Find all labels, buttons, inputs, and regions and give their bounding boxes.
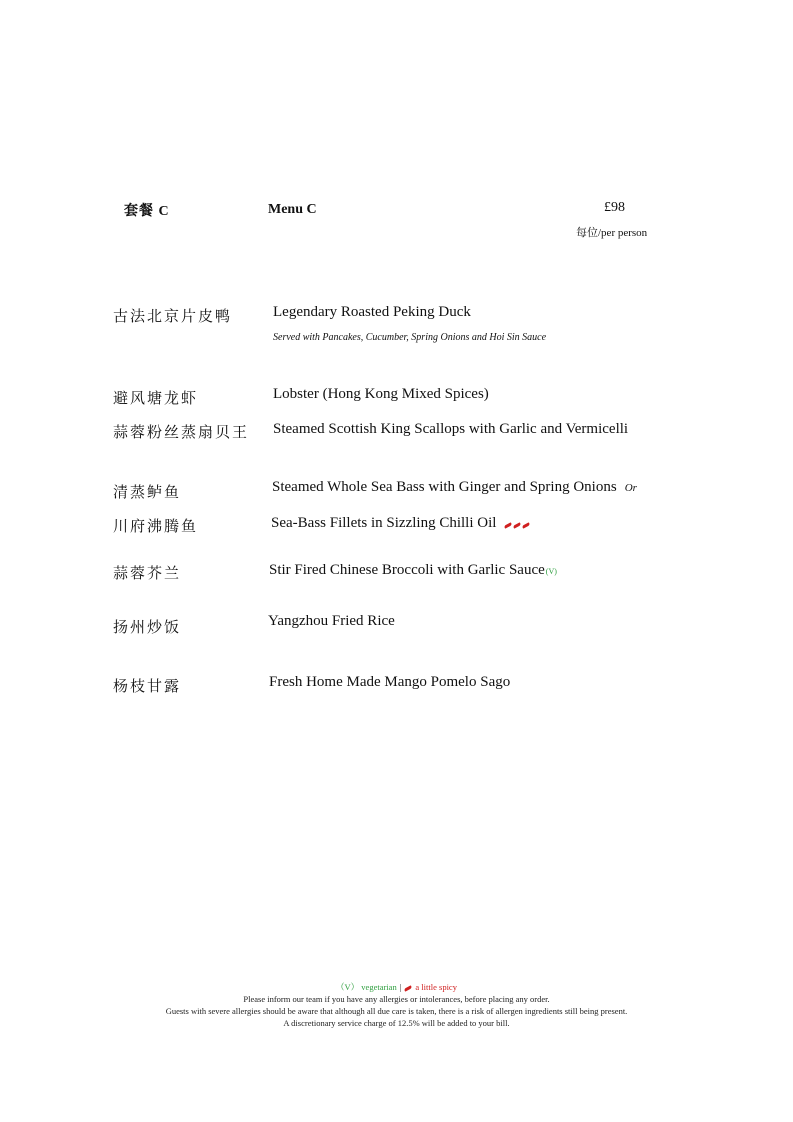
price-per-person-label: 每位/per person — [576, 227, 648, 239]
dish-row-broccoli — [269, 561, 557, 579]
chilli-icon — [504, 523, 512, 529]
dish-en-broccoli: Stir Fired Chinese Broccoli with Garlic Sauce — [269, 562, 545, 578]
legend-vegetarian: （V） vegetarian — [336, 982, 397, 992]
dish-en-fried-rice: Yangzhou Fried Rice — [268, 613, 395, 629]
dish-cn-sea-bass: 清蒸鲈鱼 — [113, 485, 182, 501]
dish-en-sizzling-fish: Sea-Bass Fillets in Sizzling Chilli Oil — [271, 515, 497, 531]
chilli-icon — [522, 523, 530, 529]
legend-spicy: a little spicy — [415, 982, 457, 992]
legend-separator: | — [399, 982, 402, 992]
footer-notes — [0, 981, 793, 1029]
chilli-icon — [404, 985, 412, 991]
spicy-level-indicator — [504, 514, 531, 532]
dish-cn-scallops: 蒜蓉粉丝蒸扇贝王 — [113, 425, 250, 441]
dish-en-sea-bass: Steamed Whole Sea Bass with Ginger and Spring Onions — [272, 479, 617, 495]
dish-cn-lobster: 避风塘龙虾 — [113, 391, 199, 407]
dish-cn-fried-rice: 扬州炒饭 — [113, 620, 182, 636]
allergen-warning: Guests with severe allergies should be aware that although all due care is taken, there is a risk of allergen ingredients still being present. — [165, 1006, 628, 1016]
chilli-icon — [513, 523, 521, 529]
menu-price: £98 — [604, 200, 625, 215]
dietary-legend — [0, 981, 793, 993]
dish-en-peking-duck: Legendary Roasted Peking Duck — [273, 304, 471, 320]
dish-note-peking-duck: Served with Pancakes, Cucumber, Spring Onions and Hoi Sin Sauce — [273, 332, 547, 343]
menu-english-title: Menu C — [268, 202, 317, 217]
dish-cn-peking-duck: 古法北京片皮鸭 — [113, 309, 233, 325]
dish-cn-broccoli: 蒜蓉芥兰 — [113, 566, 182, 582]
dish-row-sizzling-fish — [271, 514, 531, 532]
dish-cn-mango-sago: 杨枝甘露 — [113, 679, 182, 695]
vegetarian-mark: (V) — [545, 567, 557, 576]
allergy-notice: Please inform our team if you have any allergies or intolerances, before placing any order. — [243, 994, 550, 1004]
service-charge-notice: A discretionary service charge of 12.5% will be added to your bill. — [283, 1018, 510, 1028]
dish-en-mango-sago: Fresh Home Made Mango Pomelo Sago — [269, 674, 511, 690]
dish-row-sea-bass — [272, 478, 637, 496]
dish-en-lobster: Lobster (Hong Kong Mixed Spices) — [273, 386, 489, 402]
or-label: Or — [624, 482, 637, 494]
dish-en-scallops: Steamed Scottish King Scallops with Garlic and Vermicelli — [273, 421, 629, 437]
menu-chinese-title: 套餐 C — [124, 204, 170, 219]
dish-cn-sizzling-fish: 川府沸腾鱼 — [113, 519, 199, 535]
